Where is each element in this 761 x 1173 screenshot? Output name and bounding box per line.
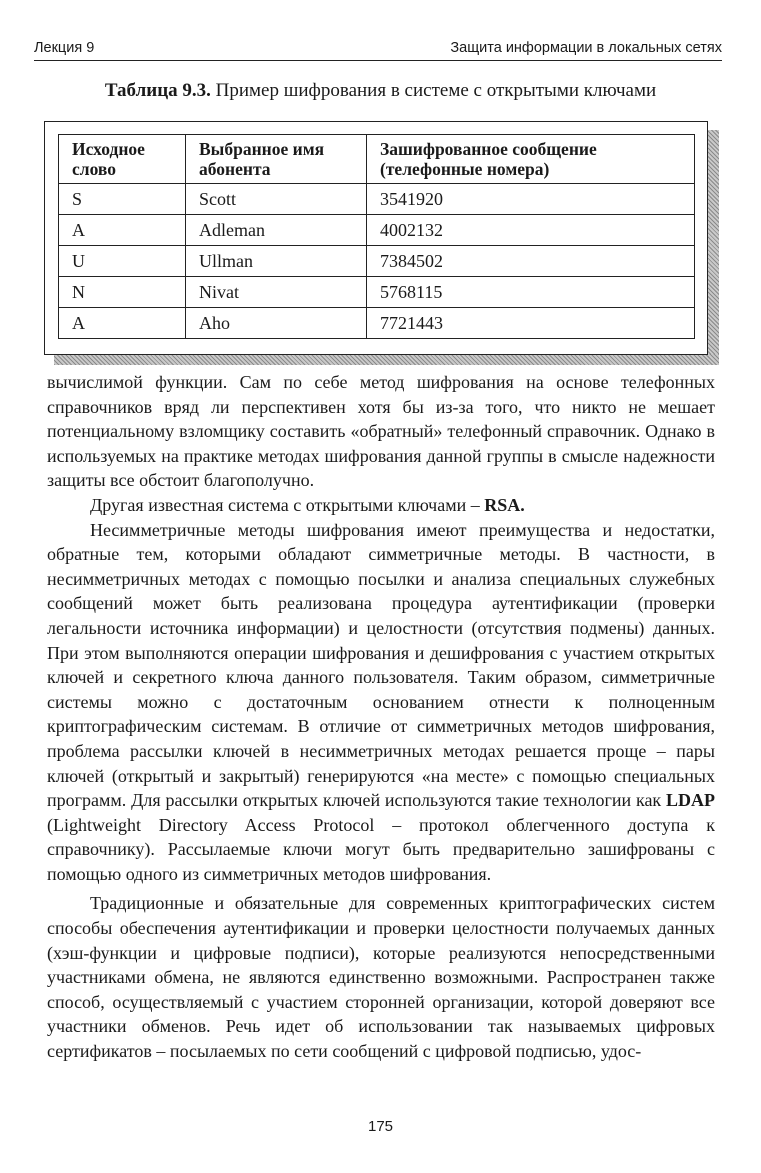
paragraph-rsa <box>47 493 715 518</box>
ldap-term: LDAP <box>666 790 715 811</box>
cell-letter: A <box>59 308 186 339</box>
rsa-term: RSA. <box>484 494 525 515</box>
running-header <box>34 38 722 61</box>
paragraph-rsa-text: Другая известная система с открытыми ключами – <box>90 494 485 515</box>
cell-name: Scott <box>186 184 367 215</box>
paragraph-certificates: Традиционные и обязательные для современных криптографических систем способы обеспечения аутентификации и проверки целостности получаемых данных (хэш-функции и цифровые подписи), которые реализуются непосредственными участниками обмена, не являются единственно возможными. Распространен также способ, осуществляемый с участием сторонней организации, которой доверяют все участники обменов. Речь идет об использовании так называемых цифровых сертификатов – посылаемых по сети сообщений с цифровой подписью, удос- <box>47 893 715 1062</box>
paragraph-asymmetric-text-2: (Lightweight Directory Access Protocol – протокол облегченного доступа к справочнику). Рассылаемые ключи могут быть предварительно зашифрованы с помощью одного из симметричных методов шифрования. <box>47 814 715 884</box>
header-encrypted-message: Зашифрованное сообщение (телефонные номера) <box>367 135 695 184</box>
cell-letter: S <box>59 184 186 215</box>
cell-name: Ullman <box>186 246 367 277</box>
cell-name: Nivat <box>186 277 367 308</box>
cell-letter: A <box>59 215 186 246</box>
header-source-word: Исходное слово <box>59 135 186 184</box>
table-row <box>59 246 695 277</box>
cell-number: 4002132 <box>367 215 695 246</box>
header-lecture-label: Лекция 9 <box>34 40 95 56</box>
table-row <box>59 277 695 308</box>
page-number: 175 <box>367 1118 394 1135</box>
header-subscriber-name: Выбранное имя абонента <box>186 135 367 184</box>
table-header-row <box>59 135 695 184</box>
paragraph-continuation: вычислимой функции. Сам по себе метод шифрования на основе телефонных справочников вряд ли перспективен хотя бы из-за того, что никто не мешает потенциальному взломщику составить «обратный» телефонный справочник. Однако в используемых на практике методах шифрования данной группы в смысле надежности защиты все обстоит благополучно. <box>47 372 715 491</box>
table-row <box>59 215 695 246</box>
table-caption-number: Таблица 9.3. <box>104 80 211 101</box>
body-text <box>47 370 715 1064</box>
cell-name: Adleman <box>186 215 367 246</box>
cell-number: 7384502 <box>367 246 695 277</box>
encryption-example-table <box>58 134 695 339</box>
cell-letter: U <box>59 246 186 277</box>
header-section-title: Защита информации в локальных сетях <box>450 40 722 56</box>
cell-letter: N <box>59 277 186 308</box>
cell-number: 5768115 <box>367 277 695 308</box>
table-shadow-right <box>707 130 719 364</box>
table-shadow-bottom <box>54 354 719 365</box>
cell-number: 7721443 <box>367 308 695 339</box>
table-caption-title: Пример шифрования в системе с открытыми ключами <box>215 80 657 101</box>
paragraph-asymmetric-text-1: Несимметричные методы шифрования имеют преимущества и недостатки, обратные тем, которыми обладают симметричные методы. В частности, в несимметричных методах с помощью посылки и анализа специальных служебных сообщений может быть реализована процедура аутентификации (проверки легальности источника информации) и целостности (отсутствия подмены) данных. При этом выполняются операции шифрования и дешифрования с участием открытых ключей и секретного ключа данного пользователя. Таким образом, симметричные системы можно с достаточным основанием отнести к полноценным криптографическим системам. В отличие от симметричных методов шифрования, проблема рассылки ключей в несимметричных методах решается проще – пары ключей (открытый и закрытый) генерируются «на месте» с помощью специальных программ. Для рассылки открытых ключей используются такие технологии как <box>47 519 715 811</box>
paragraph-asymmetric <box>47 518 715 887</box>
cell-number: 3541920 <box>367 184 695 215</box>
table-row <box>59 184 695 215</box>
table-row <box>59 308 695 339</box>
table-caption <box>0 80 761 102</box>
cell-name: Aho <box>186 308 367 339</box>
